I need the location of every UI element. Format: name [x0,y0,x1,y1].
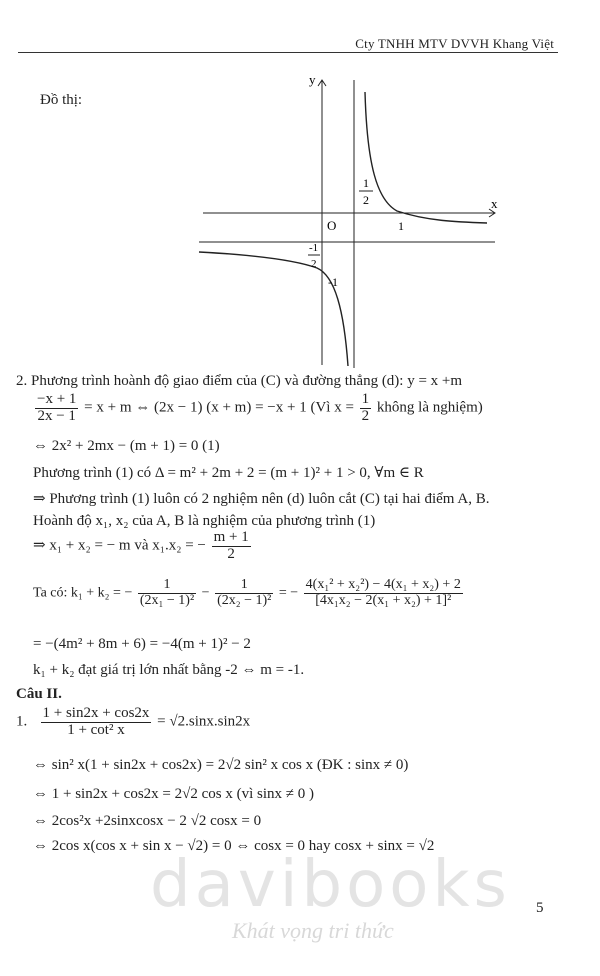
cau2-equation-1: 1. $\frac{1 + \sin 2x + \cos 2x}{\text{1 + cot² x}}$ = √2.sinx.sin2x [16,705,251,738]
equation-line-4: Phương trình (1) có Δ = m² + 2m + 2 = (m + 1)² + 1 > 0, ∀m ∈ R [33,465,424,481]
half-label-num: 1 [363,176,369,190]
hyperbola-graph [195,70,505,370]
cau2-equation-5: ⇔ 2cos x(cos x + sin x − √2) = 0 ⇔ cosx = 0 hay cosx + sinx = √2 [33,838,435,854]
equation-line-7: ⇒ x₁ + x₂ = − m và x₁.x₂ = − $\frac{m + 1}{2}$ [33,529,249,562]
hyperbola-left-branch [199,252,348,366]
equation-line-5: ⇒ Phương trình (1) luôn có 2 nghiệm nên (d) luôn cắt (C) tại hai điểm A, B. [33,491,490,507]
neg-half-label-num: -1 [309,242,319,254]
graph-title: Đồ thị: [40,92,83,108]
watermark-logo: davibooks [150,848,511,922]
equation-line-2: $\frac{-x + 1}{2x - 1}$ = x + m ⇔ (2x − 1) (x + m) = −x + 1 (Vì x = $\frac{1}{2}$ không là nghiệm) [37,391,483,424]
neg-one-label: -1 [328,275,338,289]
x-axis-label: x [491,196,498,211]
x-one-label: 1 [398,219,404,233]
cau2-equation-2: ⇔ sin² x(1 + sin2x + cos2x) = 2√2 sin² x cos x (ĐK : sinx ≠ 0) [33,757,409,773]
header-rule [18,52,558,53]
equation-line-9: = −(4m² + 8m + 6) = −4(m + 1)² − 2 [33,636,251,652]
neg-half-label-den: 2 [311,258,317,270]
equation-line-3: ⇔ 2x² + 2mx − (m + 1) = 0 (1) [33,438,220,454]
half-label-den: 2 [363,193,369,207]
y-axis-label: y [309,72,316,87]
equation-line-8: Ta có: k₁ + k₂ = − $\frac{1}{\text{(2x₁ − 1)²}}$ − $\frac{1}{\text{(2x₂ − 1)²}}$ = − $\frac{\text{4(x₁² + x₂²) − 4(x₁ + x₂) + 2}}{\text{[4x₁x₂ − 2(x₁ + x₂) + 1]²}}$ [33,577,461,608]
hyperbola-right-branch [365,92,487,223]
equation-line-6: Hoành độ x₁, x₂ của A, B là nghiệm của phương trình (1) [33,513,376,529]
part2-intro: 2. Phương trình hoành độ giao điểm của (C) và đường thẳng (d): y = x +m [16,373,463,389]
page-number: 5 [536,900,544,916]
watermark-slogan: Khát vọng tri thức [232,918,394,943]
section-heading-cau2: Câu II. [16,686,62,702]
cau2-equation-3: ⇔ 1 + sin2x + cos2x = 2√2 cos x (vì sinx ≠ 0 ) [33,786,315,802]
equation-line-10: k₁ + k₂ đạt giá trị lớn nhất bằng -2 ⇔ m = -1. [33,662,305,678]
header-company: Cty TNHH MTV DVVH Khang Việt [355,36,554,51]
origin-label: O [327,218,337,233]
cau2-equation-4: ⇔ 2cos²x +2sinxcosx − 2 √2 cosx = 0 [33,813,262,829]
